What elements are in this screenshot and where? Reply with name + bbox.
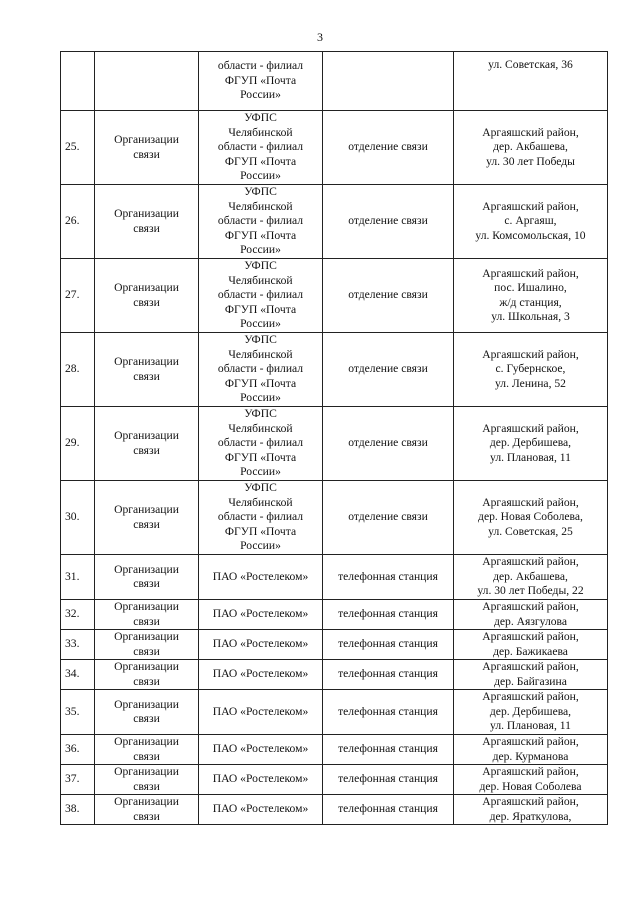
address-line: Аргаяшский район, [482,660,579,674]
owner-line: ПАО «Ростелеком» [212,802,309,816]
address-cell [454,735,608,765]
address-cell [454,259,608,333]
purpose-cell: телефонная станция [323,660,454,690]
address-line: Аргаяшский район, [482,199,579,213]
purpose-cell: телефонная станция [323,795,454,825]
object-type-line: Организации [114,503,179,517]
object-type-line: Организации [114,600,179,614]
table-row [61,407,608,481]
address-line: Аргаяшский район, [482,421,579,435]
object-type-line: Организации [114,660,179,674]
object-type-line: Организации [114,562,179,576]
row-number: 30. [61,481,95,555]
object-type-line: Организации [114,630,179,644]
owner-line: ПАО «Ростелеком» [212,704,309,718]
address-line: ул. 30 лет Победы [486,154,575,168]
owner-line: УФПС [244,333,277,347]
purpose-cell: отделение связи [323,111,454,185]
address-cell [454,333,608,407]
objects-table [60,51,608,825]
owner-line: Челябинской [228,495,293,509]
address-line: дер. Новая Соболева [479,779,582,793]
owner-cell [199,660,323,690]
address-line: пос. Ишалино, [494,281,567,295]
object-type [95,795,199,825]
address-line: ул. Советская, 25 [488,524,573,538]
purpose-cell: телефонная станция [323,555,454,600]
object-type [95,735,199,765]
owner-cell [199,185,323,259]
address-line: Аргаяшский район, [482,690,579,704]
owner-cell [199,795,323,825]
owner-line: ПАО «Ростелеком» [212,637,309,651]
owner-line: УФПС [244,481,277,495]
address-line: ж/д станция, [499,295,562,309]
owner-line: области - филиал [217,436,304,450]
address-cell [454,481,608,555]
address-line: дер. Акбашева, [493,569,568,583]
owner-line: ФГУП «Почта [224,524,297,538]
owner-cell [199,555,323,600]
purpose-cell: телефонная станция [323,600,454,630]
owner-line: Челябинской [228,421,293,435]
object-type [95,111,199,185]
object-type-line: связи [133,517,160,531]
table-row [61,481,608,555]
owner-cell [199,481,323,555]
owner-line: УФПС [244,407,277,421]
table-row [61,185,608,259]
table-row [61,660,608,690]
object-type-line: связи [133,749,160,763]
object-type-line: связи [133,712,160,725]
object-type [95,630,199,660]
object-type-line: Организации [114,207,179,221]
address-line: ул. Плановая, 11 [490,450,571,464]
object-type-line: Организации [114,697,179,711]
table-row [61,795,608,825]
object-type-line: связи [133,809,160,823]
owner-cell [199,52,323,111]
object-type [95,690,199,735]
object-type-line: Организации [114,133,179,147]
address-line: Аргаяшский район, [482,765,579,779]
address-line: Аргаяшский район, [482,125,579,139]
address-cell [454,600,608,630]
purpose-cell: телефонная станция [323,630,454,660]
address-line: дер. Яраткулова, [489,809,572,823]
object-type-line: Организации [114,429,179,443]
address-line: Аргаяшский район, [482,600,579,614]
object-type [95,481,199,555]
address-line: ул. Школьная, 3 [491,309,570,323]
address-line: Аргаяшский район, [482,347,579,361]
owner-line: ПАО «Ростелеком» [212,772,309,786]
owner-line: России» [240,243,281,257]
address-line: Аргаяшский район, [482,555,579,569]
object-type-line: связи [133,221,160,235]
owner-line: ПАО «Ростелеком» [212,569,309,583]
address-cell [454,52,608,111]
address-cell [454,765,608,795]
address-cell [454,660,608,690]
object-type-line: Организации [114,355,179,369]
owner-cell [199,333,323,407]
address-line: ул. Советская, 36 [488,58,573,71]
object-type [95,185,199,259]
object-type [95,52,199,111]
purpose-cell: отделение связи [323,407,454,481]
owner-line: УФПС [244,185,277,199]
owner-line: Челябинской [228,199,293,213]
address-cell [454,630,608,660]
owner-cell [199,630,323,660]
owner-line: России» [240,539,281,553]
address-line: дер. Акбашева, [493,140,568,154]
address-line: дер. Дербишева, [489,704,572,718]
owner-line: УФПС [244,259,277,273]
owner-cell [199,735,323,765]
address-line: Аргаяшский район, [482,735,579,749]
owner-cell [199,111,323,185]
table-row [61,690,608,735]
address-cell [454,690,608,735]
row-number: 25. [61,111,95,185]
address-line: ул. 30 лет Победы, 22 [477,584,584,598]
owner-line: России» [240,465,281,479]
address-line: дер. Аязгулова [493,614,567,628]
row-number: 31. [61,555,95,600]
owner-line: ФГУП «Почта [224,302,297,316]
table-row [61,555,608,600]
address-line: дер. Бажикаева [493,644,568,658]
object-type-line: Организации [114,765,179,779]
row-number: 33. [61,630,95,660]
address-line: ул. Плановая, 11 [490,719,571,733]
owner-line: ФГУП «Почта [224,228,297,242]
object-type-line: связи [133,443,160,457]
table-row [61,259,608,333]
owner-line: ФГУП «Почта [224,154,297,168]
address-line: дер. Новая Соболева, [478,510,583,524]
object-type-line: Организации [114,281,179,295]
owner-line: России» [240,391,281,405]
purpose-cell: телефонная станция [323,765,454,795]
owner-line: УФПС [244,111,277,125]
owner-cell [199,259,323,333]
address-cell [454,795,608,825]
purpose-cell: отделение связи [323,259,454,333]
owner-line: Челябинской [228,273,293,287]
address-line: Аргаяшский район, [482,795,579,809]
object-type-line: связи [133,295,160,309]
table-body [61,52,608,825]
address-line: с. Аргаяш, [504,214,557,228]
table-row [61,333,608,407]
address-line: ул. Ленина, 52 [495,376,566,390]
owner-line: области - филиал [217,214,304,228]
object-type-line: связи [133,614,160,628]
object-type-line: связи [133,369,160,383]
row-number: 38. [61,795,95,825]
object-type [95,765,199,795]
row-number: 34. [61,660,95,690]
object-type [95,600,199,630]
owner-line: России» [240,88,281,102]
owner-line: ФГУП «Почта [224,450,297,464]
table-row [61,630,608,660]
owner-line: области - филиал [217,140,304,154]
object-type [95,555,199,600]
address-line: Аргаяшский район, [482,495,579,509]
address-line: Аргаяшский район, [482,266,579,280]
row-number: 35. [61,690,95,735]
owner-line: области - филиал [217,288,304,302]
owner-line: России» [240,169,281,183]
owner-line: ПАО «Ростелеком» [212,607,309,621]
owner-cell [199,765,323,795]
purpose-cell: отделение связи [323,481,454,555]
row-number: 26. [61,185,95,259]
row-number: 29. [61,407,95,481]
address-cell [454,185,608,259]
address-line: Аргаяшский район, [482,630,579,644]
owner-line: Челябинской [228,347,293,361]
owner-line: ФГУП «Почта [224,73,297,87]
owner-line: России» [240,317,281,331]
address-line: дер. Байгазина [494,674,567,688]
object-type-line: Организации [114,735,179,749]
owner-cell [199,407,323,481]
address-line: ул. Комсомольская, 10 [475,228,586,242]
address-line: дер. Курманова [492,749,569,763]
address-line: дер. Дербишева, [489,436,572,450]
row-number [61,52,95,111]
row-number: 27. [61,259,95,333]
table-row [61,111,608,185]
address-line: с. Губернское, [495,362,566,376]
table-row [61,765,608,795]
object-type [95,660,199,690]
address-cell [454,407,608,481]
owner-line: области - филиал [217,510,304,524]
row-number: 37. [61,765,95,795]
object-type-line: связи [133,644,160,658]
owner-line: Челябинской [228,125,293,139]
address-cell [454,111,608,185]
object-type [95,259,199,333]
table-row-continued [61,52,608,111]
owner-line: ФГУП «Почта [224,376,297,390]
owner-line: области - филиал [217,362,304,376]
page-number: 3 [317,30,323,44]
owner-line: ПАО «Ростелеком» [212,667,309,681]
object-type-line: связи [133,147,160,161]
row-number: 28. [61,333,95,407]
object-type-line: связи [133,779,160,793]
object-type [95,407,199,481]
object-type-line: связи [133,577,160,590]
owner-cell [199,600,323,630]
table-row [61,735,608,765]
row-number: 32. [61,600,95,630]
purpose-cell: отделение связи [323,185,454,259]
owner-line: ПАО «Ростелеком» [212,742,309,756]
purpose-cell: телефонная станция [323,735,454,765]
object-type-line: Организации [114,795,179,809]
owner-line: области - филиал [217,59,304,73]
purpose-cell: телефонная станция [323,690,454,735]
table-row [61,600,608,630]
purpose-cell: отделение связи [323,333,454,407]
address-cell [454,555,608,600]
object-type-line: связи [133,674,160,688]
owner-cell [199,690,323,735]
row-number: 36. [61,735,95,765]
purpose-cell [323,52,454,111]
object-type [95,333,199,407]
